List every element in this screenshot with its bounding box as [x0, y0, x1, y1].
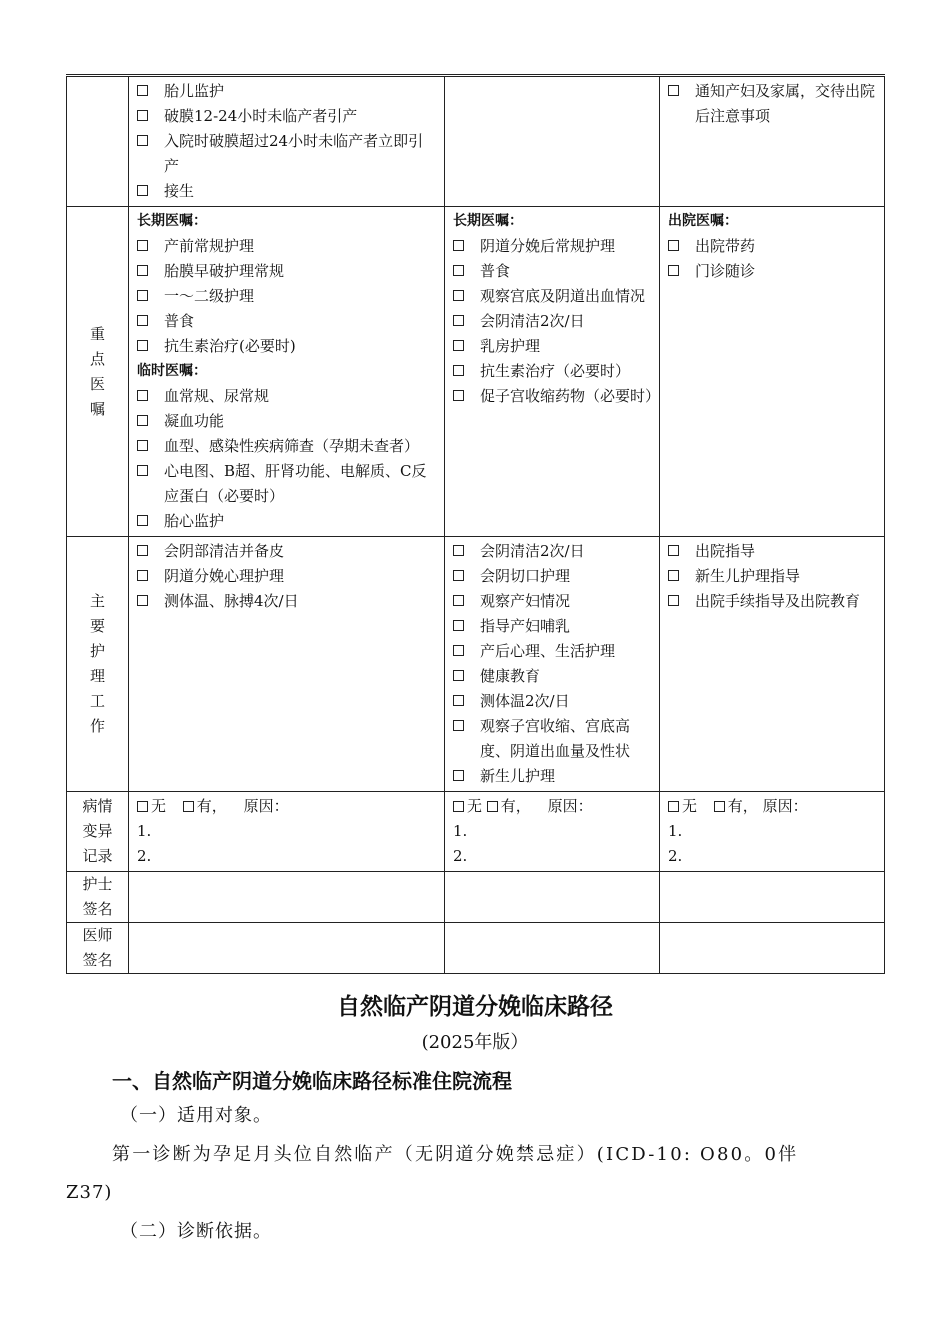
variation-line-1[interactable]: 1.: [668, 822, 683, 840]
list-item[interactable]: 会阴清洁2次/日: [453, 539, 653, 564]
checkbox[interactable]: [453, 670, 464, 681]
variation-col1-cell: [129, 792, 445, 872]
variation-line-1[interactable]: 1.: [137, 822, 152, 840]
list-item[interactable]: 出院指导: [668, 539, 878, 564]
table-row-variation: [67, 792, 885, 872]
checkbox[interactable]: [668, 545, 679, 556]
list-item[interactable]: 测体温、脉搏4次/日: [137, 589, 438, 614]
checkbox[interactable]: [137, 290, 148, 301]
table-row-exam: [67, 76, 885, 207]
list-item[interactable]: 乳房护理: [453, 334, 653, 359]
checkbox[interactable]: [137, 265, 148, 276]
long-term-orders-title: 长期医嘱：: [137, 213, 207, 229]
table-row-orders: [67, 207, 885, 537]
table-row-nurse-signature: [67, 872, 885, 923]
checkbox[interactable]: [137, 415, 148, 426]
temporary-orders-title: 临时医嘱：: [137, 363, 207, 379]
list-item[interactable]: 血型、感染性疾病筛查（孕期未查者）: [137, 434, 438, 459]
checkbox[interactable]: [453, 340, 464, 351]
list-item[interactable]: 观察产妇情况: [453, 589, 653, 614]
checkbox[interactable]: [137, 570, 148, 581]
section-heading: 一、自然临产阴道分娩临床路径标准住院流程: [112, 1069, 512, 1093]
checkbox[interactable]: [137, 315, 148, 326]
checkbox[interactable]: [668, 570, 679, 581]
row-header-nursing: 主要护理工作: [67, 537, 129, 792]
list-item[interactable]: 指导产妇哺乳: [453, 614, 653, 639]
list-item[interactable]: 门诊随诊: [668, 259, 878, 284]
list-item[interactable]: 普食: [137, 309, 438, 334]
list-item[interactable]: 胎膜早破护理常规: [137, 259, 438, 284]
list-item[interactable]: 产前常规护理: [137, 234, 438, 259]
checkbox[interactable]: [137, 185, 148, 196]
checkbox[interactable]: [137, 465, 148, 476]
list-item[interactable]: 阴道分娩心理护理: [137, 564, 438, 589]
has-variation-checkbox[interactable]: [183, 801, 194, 812]
clinical-pathway-table: [66, 74, 885, 974]
nurse-signature-field[interactable]: [129, 872, 445, 923]
orders-col1-cell: [129, 207, 445, 537]
variation-options: 无 有， 原因：: [453, 794, 653, 819]
list-item[interactable]: 会阴部清洁并备皮: [137, 539, 438, 564]
row-header-empty: [67, 76, 129, 207]
variation-options: 无 有， 原因：: [137, 794, 438, 819]
subsection-heading: （二）诊断依据。: [120, 1221, 272, 1242]
checkbox[interactable]: [668, 240, 679, 251]
checkbox[interactable]: [453, 545, 464, 556]
variation-line-2[interactable]: 2.: [137, 847, 152, 865]
paragraph-line: 第一诊断为孕足月头位自然临产（无阴道分娩禁忌症）(ICD-10: O80。0伴: [112, 1144, 799, 1165]
list-item[interactable]: 促子宫收缩药物（必要时）: [453, 384, 653, 409]
paragraph-line: Z37): [66, 1182, 113, 1203]
checkbox[interactable]: [137, 440, 148, 451]
checkbox[interactable]: [453, 315, 464, 326]
list-item[interactable]: 心电图、B超、肝肾功能、电解质、C反应蛋白（必要时）: [137, 459, 438, 509]
no-variation-checkbox[interactable]: [668, 801, 679, 812]
no-variation-checkbox[interactable]: [453, 801, 464, 812]
nursing-col2-cell: [445, 537, 660, 792]
exam-col3-cell: [660, 76, 885, 207]
checkbox[interactable]: [137, 85, 148, 96]
list-item[interactable]: 新生儿护理: [453, 764, 653, 789]
checkbox[interactable]: [137, 515, 148, 526]
list-item[interactable]: 观察宫底及阴道出血情况: [453, 284, 653, 309]
subsection-heading: （一）适用对象。: [120, 1105, 272, 1126]
checkbox[interactable]: [668, 595, 679, 606]
list-item[interactable]: 破膜12-24小时未临产者引产: [137, 104, 438, 129]
list-item[interactable]: 会阴清洁2次/日: [453, 309, 653, 334]
row-header-variation: 病情变异记录: [67, 792, 129, 872]
list-item[interactable]: 一～二级护理: [137, 284, 438, 309]
list-item[interactable]: 抗生素治疗（必要时）: [453, 359, 653, 384]
row-header-orders: 重点医嘱: [67, 207, 129, 537]
table-row-nursing: [67, 537, 885, 792]
checkbox[interactable]: [668, 85, 679, 96]
checkbox[interactable]: [453, 695, 464, 706]
checkbox[interactable]: [453, 770, 464, 781]
orders-col3-cell: [660, 207, 885, 537]
list-item[interactable]: 产后心理、生活护理: [453, 639, 653, 664]
list-item[interactable]: 入院时破膜超过24小时未临产者立即引产: [137, 129, 438, 179]
list-item[interactable]: 观察子宫收缩、宫底高度、阴道出血量及性状: [453, 714, 653, 764]
list-item[interactable]: 测体温2次/日: [453, 689, 653, 714]
checkbox[interactable]: [137, 595, 148, 606]
list-item[interactable]: 凝血功能: [137, 409, 438, 434]
nursing-col1-cell: [129, 537, 445, 792]
variation-line-2[interactable]: 2.: [453, 847, 468, 865]
checkbox[interactable]: [137, 135, 148, 146]
checkbox[interactable]: [137, 545, 148, 556]
list-item[interactable]: 胎儿监护: [137, 79, 438, 104]
list-item[interactable]: 普食: [453, 259, 653, 284]
orders-col2-cell: [445, 207, 660, 537]
list-item[interactable]: 接生: [137, 179, 438, 204]
document-version: (2025年版）: [421, 1032, 529, 1053]
checkbox[interactable]: [453, 365, 464, 376]
row-header-doctor-signature: 医师签名: [67, 923, 129, 974]
exam-col1-cell: [129, 76, 445, 207]
checkbox[interactable]: [453, 645, 464, 656]
checkbox[interactable]: [137, 390, 148, 401]
list-item[interactable]: 阴道分娩后常规护理: [453, 234, 653, 259]
checkbox[interactable]: [453, 390, 464, 401]
checkbox[interactable]: [453, 240, 464, 251]
discharge-orders-title: 出院医嘱：: [668, 213, 738, 229]
list-item[interactable]: 出院手续指导及出院教育: [668, 589, 878, 614]
list-item[interactable]: 新生儿护理指导: [668, 564, 878, 589]
variation-line-1[interactable]: 1.: [453, 822, 468, 840]
nurse-signature-field[interactable]: [660, 872, 885, 923]
checkbox[interactable]: [137, 240, 148, 251]
table-row-doctor-signature: [67, 923, 885, 974]
doctor-signature-field[interactable]: [445, 923, 660, 974]
variation-col2-cell: [445, 792, 660, 872]
checkbox[interactable]: [453, 595, 464, 606]
doctor-signature-field[interactable]: [660, 923, 885, 974]
list-item[interactable]: 通知产妇及家属，交待出院后注意事项: [668, 79, 878, 129]
checkbox[interactable]: [453, 720, 464, 731]
list-item[interactable]: 抗生素治疗(必要时): [137, 334, 438, 359]
nursing-col3-cell: [660, 537, 885, 792]
document-title: 自然临产阴道分娩临床路径: [337, 994, 613, 1020]
list-item[interactable]: 出院带药: [668, 234, 878, 259]
checkbox[interactable]: [137, 110, 148, 121]
variation-options: 无 有， 原因：: [668, 794, 878, 819]
checkbox[interactable]: [137, 340, 148, 351]
variation-col3-cell: [660, 792, 885, 872]
checkbox[interactable]: [453, 620, 464, 631]
checkbox[interactable]: [668, 265, 679, 276]
list-item[interactable]: 胎心监护: [137, 509, 438, 534]
list-item[interactable]: 健康教育: [453, 664, 653, 689]
variation-line-2[interactable]: 2.: [668, 847, 683, 865]
has-variation-checkbox[interactable]: [487, 801, 498, 812]
has-variation-checkbox[interactable]: [714, 801, 725, 812]
checkbox[interactable]: [453, 265, 464, 276]
checkbox[interactable]: [453, 290, 464, 301]
row-header-nurse-signature: 护士签名: [67, 872, 129, 923]
no-variation-checkbox[interactable]: [137, 801, 148, 812]
exam-col2-cell: [445, 76, 660, 207]
nurse-signature-field[interactable]: [445, 872, 660, 923]
list-item[interactable]: 会阴切口护理: [453, 564, 653, 589]
list-item[interactable]: 血常规、尿常规: [137, 384, 438, 409]
long-term-orders-title: 长期医嘱：: [453, 213, 523, 229]
doctor-signature-field[interactable]: [129, 923, 445, 974]
checkbox[interactable]: [453, 570, 464, 581]
